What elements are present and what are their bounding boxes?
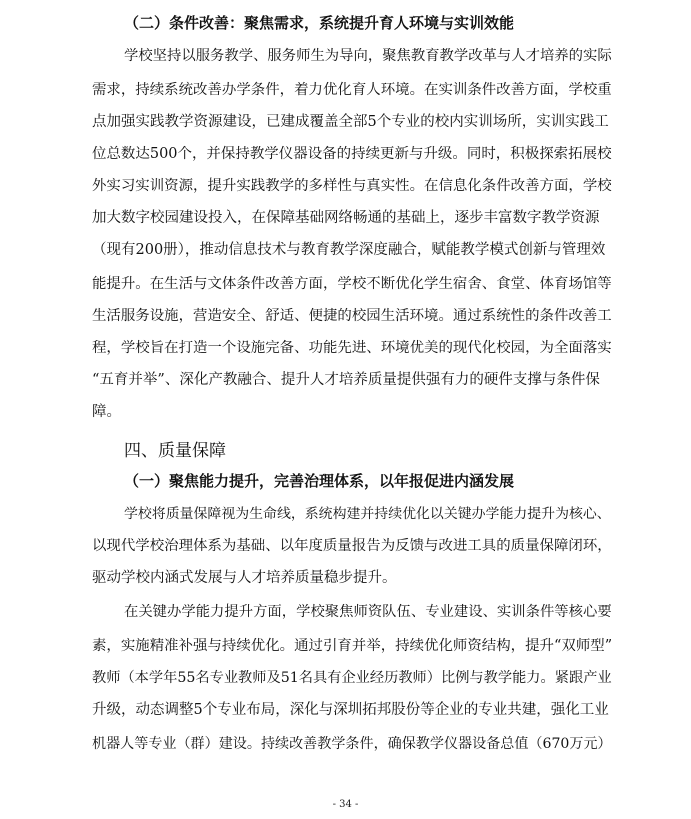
paragraph-line: 学校将质量保障视为生命线，系统构建并持续优化以关键办学能力提升为核心、 [124, 506, 611, 522]
paragraph-line: 升级，动态调整5个专业布局，深化与深圳拓邦股份等企业的专业共建，强化工业 [92, 702, 609, 718]
paragraph-line: 生活服务设施，营造安全、舒适、便捷的校园生活环境。通过系统性的条件改善工 [92, 308, 612, 324]
paragraph-line: 学校坚持以服务教学、服务师生为导向，聚焦教育教学改革与人才培养的实际 [124, 48, 612, 64]
paragraph-line: 外实习实训资源，提升实践教学的多样性与真实性。在信息化条件改善方面，学校 [92, 178, 612, 194]
paragraph-line: （现有200册），推动信息技术与教育教学深度融合，赋能教学模式创新与管理效 [92, 242, 606, 258]
paragraph-line: 素，实施精准补强与持续优化。通过引育并举，持续优化师资结构，提升“双师型” [92, 638, 613, 654]
page-number: - 34 - [332, 799, 359, 810]
paragraph-line: 加大数字校园建设投入，在保障基础网络畅通的基础上，逐步丰富数字教学资源 [92, 210, 600, 226]
paragraph-line: 教师（本学年55名专业教师及51名具有企业经历教师）比例与教学能力。紧跟产业 [92, 670, 612, 686]
section-subheading-conditions: （二）条件改善：聚焦需求，系统提升育人环境与实训效能 [124, 14, 515, 32]
paragraph-line: 驱动学校内涵式发展与人才培养质量稳步提升。 [92, 570, 397, 586]
paragraph-line: 以现代学校治理体系为基础、以年度质量报告为反馈与改进工具的质量保障闭环， [92, 538, 612, 554]
paragraph-line: 需求，持续系统改善办学条件，着力优化育人环境。在实训条件改善方面，学校重 [92, 82, 612, 98]
section-heading-quality-assurance: 四、质量保障 [124, 441, 226, 461]
paragraph-line: 程，学校旨在打造一个设施完备、功能先进、环境优美的现代化校园，为全面落实 [92, 340, 612, 356]
paragraph-line: 点加强实践教学资源建设，已建成覆盖全部5个专业的校内实训场所，实训实践工 [92, 114, 609, 130]
paragraph-line: 在关键办学能力提升方面，学校聚焦师资队伍、专业建设、实训条件等核心要 [124, 604, 612, 620]
paragraph-line: “五育并举”、深化产教融合、提升人才培养质量提供强有力的硬件支撑与条件保 [92, 372, 600, 388]
paragraph-line: 障。 [92, 404, 121, 420]
section-subheading-capability: （一）聚焦能力提升，完善治理体系，以年报促进内涵发展 [124, 472, 515, 490]
paragraph-line: 能提升。在生活与文体条件改善方面，学校不断优化学生宿舍、食堂、体育场馆等 [92, 276, 612, 292]
paragraph-line: 机器人等专业（群）建设。持续改善教学条件，确保教学仪器设备总值（670万元） [92, 736, 612, 752]
paragraph-line: 位总数达500个，并保持教学仪器设备的持续更新与升级。同时，积极探索拓展校 [92, 146, 612, 162]
